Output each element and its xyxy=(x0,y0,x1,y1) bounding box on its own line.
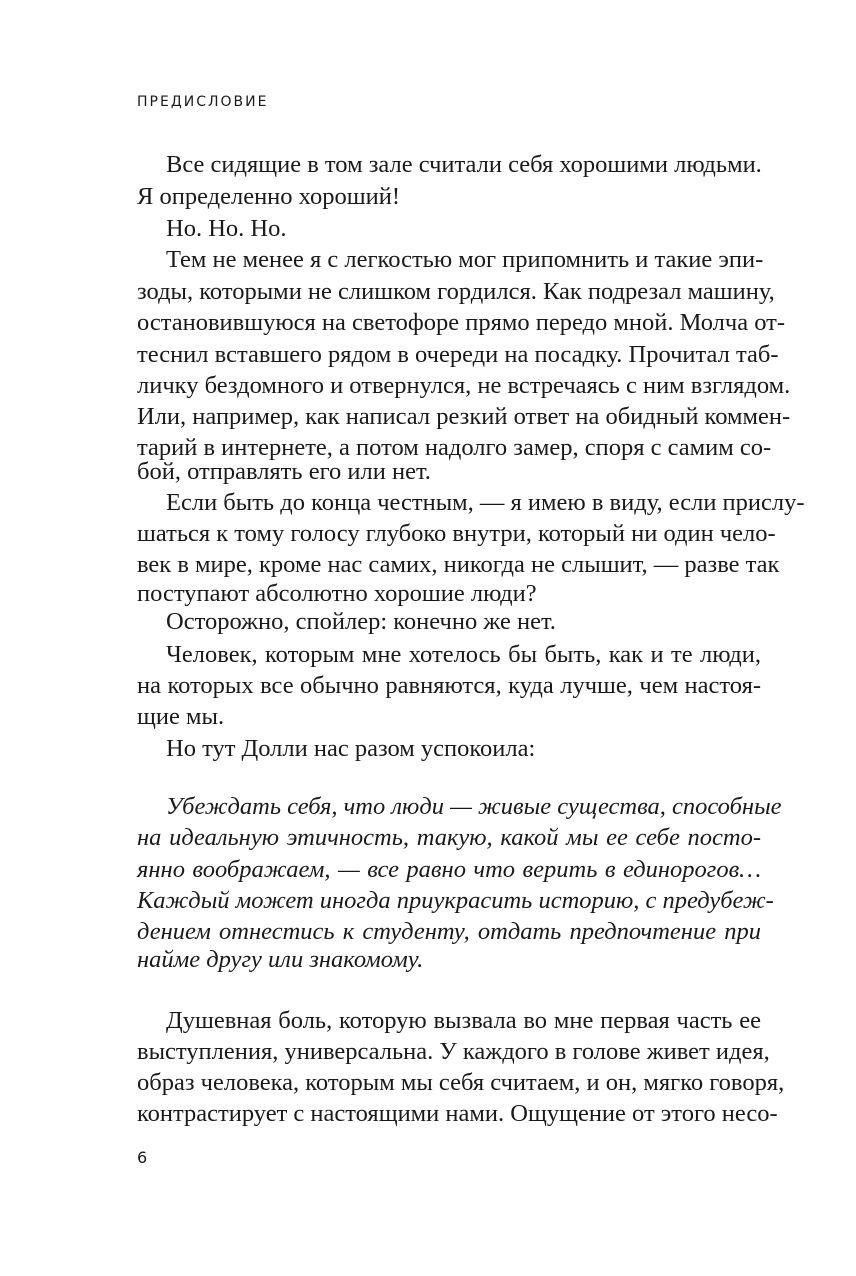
quote-line: янно воображаем, — все равно что верить в единорогов… xyxy=(137,856,761,883)
text-line: выступления, универсальна. У каждого в голове живет идея, xyxy=(137,1038,770,1065)
text-line: Человек, которым мне хотелось бы быть, как и те люди, xyxy=(166,641,761,668)
quote-line: найме другу или знакомому. xyxy=(137,946,424,973)
page-number: 6 xyxy=(137,1148,148,1167)
text-line: Но тут Долли нас разом успокоила: xyxy=(166,735,536,762)
quote-line: на идеальную этичность, такую, какой мы ее себе посто- xyxy=(137,824,761,851)
text-line: Но. Но. Но. xyxy=(166,215,287,242)
text-line: бой, отправлять его или нет. xyxy=(137,458,431,485)
text-line: Осторожно, спойлер: конечно же нет. xyxy=(166,608,556,635)
text-line: щие мы. xyxy=(137,703,225,730)
quote-line: Убеждать себя, что люди — живые существа, способные xyxy=(166,793,782,820)
text-line: шаться к тому голосу глубоко внутри, который ни один чело- xyxy=(137,520,776,547)
text-line: Душевная боль, которую вызвала во мне первая часть ее xyxy=(166,1007,761,1034)
quote-line: дением отнестись к студенту, отдать предпочтение при xyxy=(137,918,761,945)
text-line: Я определенно хороший! xyxy=(137,183,400,210)
quote-line: Каждый может иногда приукрасить историю, с предубеж- xyxy=(137,887,774,914)
text-line: Тем не менее я с легкостью мог припомнить и такие эпи- xyxy=(166,246,764,273)
text-line: контрастирует с настоящими нами. Ощущение от этого несо- xyxy=(137,1100,778,1127)
text-line: Все сидящие в том зале считали себя хорошими людьми. xyxy=(166,151,762,178)
text-line: тарий в интернете, а потом надолго замер, споря с самим со- xyxy=(137,434,772,461)
text-line: теснил вставшего рядом в очереди на посадку. Прочитал таб- xyxy=(137,341,779,368)
text-line: зоды, которыми не слишком гордился. Как подрезал машину, xyxy=(137,278,775,305)
text-line: на которых все обычно равняются, куда лучше, чем настоя- xyxy=(137,672,761,699)
text-line: остановившуюся на светофоре прямо передо мной. Молча от- xyxy=(137,309,786,336)
running-head: ПРЕДИСЛОВИЕ xyxy=(137,94,269,110)
text-line: век в мире, кроме нас самих, никогда не слышит, — разве так xyxy=(137,551,780,578)
text-line: образ человека, которым мы себя считаем, и он, мягко говоря, xyxy=(137,1069,785,1096)
text-line: личку бездомного и отвернулся, не встречаясь с ним взглядом. xyxy=(137,372,791,399)
text-line: Или, например, как написал резкий ответ на обидный коммен- xyxy=(137,403,791,430)
text-line: Если быть до конца честным, — я имею в виду, если прислу- xyxy=(166,489,805,516)
text-line: поступают абсолютно хорошие люди? xyxy=(137,580,537,607)
